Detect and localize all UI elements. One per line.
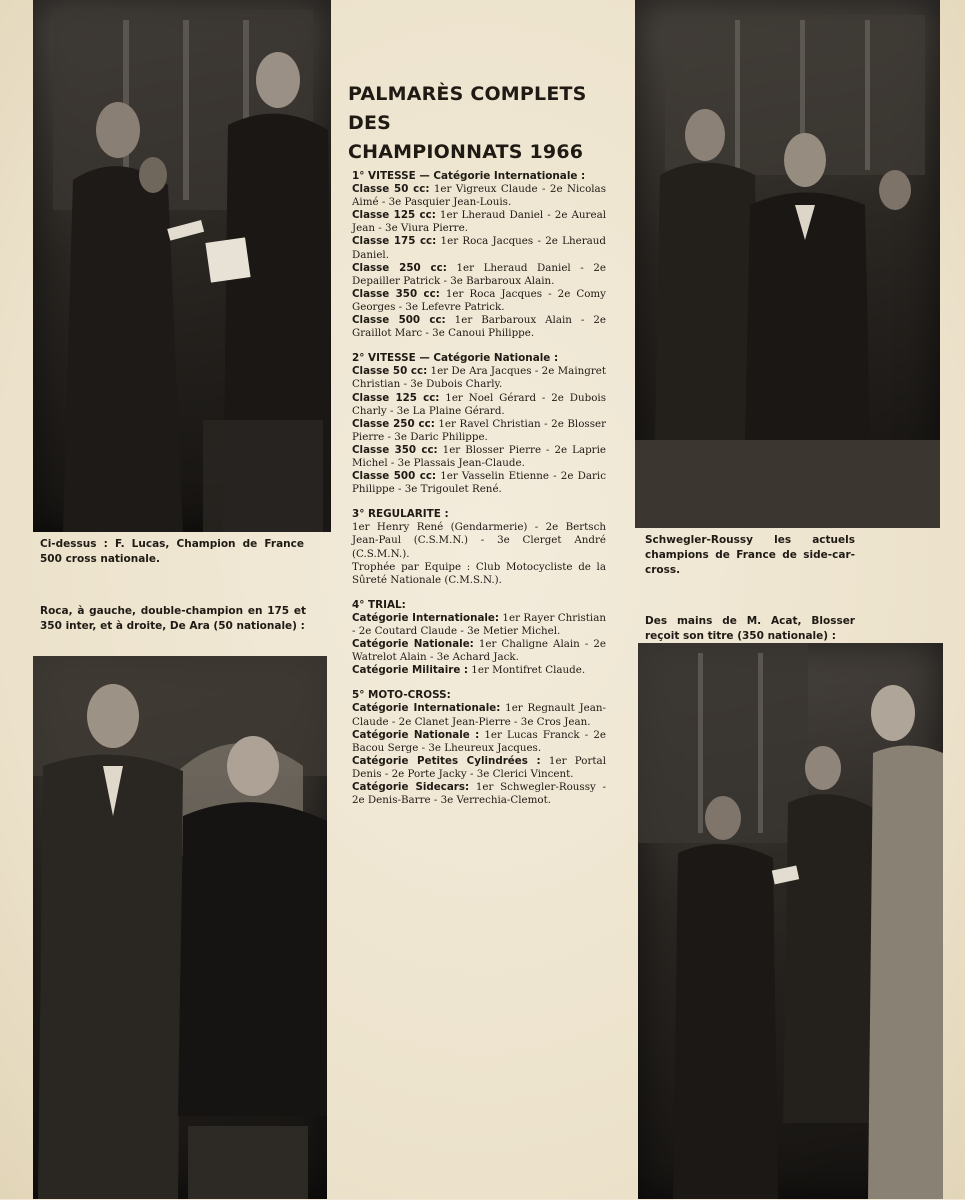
entry-label: Classe 500 cc:	[352, 314, 446, 327]
entry-label: Classe 50 cc:	[352, 183, 430, 196]
entry-text: 1er Lheraud Daniel - 2e Aureal Jean - 3e Viura Pierre.	[352, 209, 607, 235]
entry-text: 1er Ravel Christian - 2e Blosser Pierre - 3e Daric Philippe.	[352, 417, 606, 443]
entry-text: 1er Vasselin Etienne - 2e Daric Philippe - 3e Trigoulet René.	[352, 470, 606, 496]
entry-label: Catégorie Internationale:	[352, 702, 501, 715]
entry-label: Classe 350 cc:	[352, 287, 440, 300]
results-section	[352, 352, 606, 496]
result-entry	[352, 209, 606, 235]
result-entry	[352, 444, 606, 470]
results-section	[352, 689, 606, 807]
entry-text: 1er Barbaroux Alain - 2e Graillot Marc - 3e Canoui Philippe.	[352, 314, 606, 340]
entry-label: Classe 50 cc:	[352, 365, 428, 378]
entry-text: 1er Blosser Pierre - 2e Laprie Michel - 3e Plassais Jean-Claude.	[352, 443, 606, 469]
results-column	[352, 170, 606, 1200]
photo-roca-illustration	[33, 656, 327, 1199]
section-title: 3° REGULARITE :	[352, 508, 449, 521]
caption-lucas	[40, 537, 304, 567]
entry-label: Classe 125 cc:	[352, 209, 436, 222]
entry-label: Classe 125 cc:	[352, 391, 440, 404]
caption-lucas-name: F. Lucas,	[114, 538, 170, 550]
result-entry	[352, 183, 606, 209]
entry-label: Catégorie Sidecars:	[352, 781, 470, 794]
entry-text: 1er De Ara Jacques - 2e Maingret Christian - 3e Dubois Charly.	[352, 365, 606, 391]
section-title: 1° VITESSE — Catégorie Internationale :	[352, 170, 586, 182]
caption-blosser	[645, 614, 855, 644]
results-section	[352, 508, 606, 587]
entry-label: Catégorie Nationale :	[352, 728, 480, 741]
result-entry	[352, 755, 606, 781]
result-entry	[352, 729, 606, 755]
results-section	[352, 170, 606, 340]
caption-blosser-text: Des mains de M. Acat, Blosser reçoit son titre (350 nationale) :	[645, 615, 855, 642]
result-entry	[352, 288, 606, 314]
entry-label: Catégorie Nationale:	[352, 638, 474, 651]
section-title: 5° MOTO-CROSS:	[352, 689, 451, 702]
photo-schwegler-illustration	[635, 0, 940, 528]
entry-text: 1er Portal Denis - 2e Porte Jacky - 3e Clerici Vincent.	[352, 754, 606, 780]
entry-text: 1er Lucas Franck - 2e Bacou Serge - 3e Lheureux Jacques.	[352, 728, 606, 754]
entry-text: 1er Roca Jacques - 2e Lheraud Daniel.	[352, 235, 606, 261]
title-line-1: PALMARÈS COMPLETS	[348, 83, 587, 105]
photo-roca-de-ara	[33, 656, 327, 1199]
entry-label: Catégorie Petites Cylindrées :	[352, 754, 541, 767]
result-entry	[352, 365, 606, 391]
entry-text: 1er Vigreux Claude - 2e Nicolas Aimé - 3e Pasquier Jean-Louis.	[352, 183, 606, 209]
title-line-3: CHAMPIONNATS 1966	[348, 141, 584, 163]
result-entry	[352, 392, 606, 418]
section-title: 4° TRIAL:	[352, 598, 406, 611]
entry-label: Classe 500 cc:	[352, 470, 437, 483]
caption-schwegler-text: Schwegler-Roussy les actuels champions de France de side-car-cross.	[645, 534, 855, 576]
caption-schwegler	[645, 533, 855, 578]
result-entry	[352, 664, 606, 677]
title-line-2: DES	[348, 112, 392, 134]
entry-text: 1er Roca Jacques - 2e Comy Georges - 3e Lefevre Patrick.	[352, 287, 606, 313]
result-entry	[352, 561, 606, 587]
photo-lucas-award	[33, 0, 331, 532]
result-entry	[352, 521, 606, 560]
entry-text: 1er Regnault Jean-Claude - 2e Clanet Jean-Pierre - 3e Cros Jean.	[352, 702, 606, 728]
entry-text: 1er Lheraud Daniel - 2e Depailler Patrick - 3e Barbaroux Alain.	[352, 261, 606, 287]
entry-label: Catégorie Internationale:	[352, 611, 500, 624]
entry-text: 1er Schwegler-Roussy - 2e Denis-Barre - 3e Verrechia-Clemot.	[352, 781, 606, 807]
entry-label: Classe 250 cc:	[352, 261, 447, 274]
photo-lucas-illustration	[33, 0, 331, 532]
result-entry	[352, 612, 606, 638]
caption-roca-text: Roca, à gauche, double-champion en 175 et 350 inter, et à droite, De Ara (50 nationale) :	[40, 605, 306, 632]
photo-blosser-illustration	[638, 643, 943, 1199]
entry-text: 1er Noel Gérard - 2e Dubois Charly - 3e La Plaine Gérard.	[352, 391, 607, 417]
entry-label: Classe 350 cc:	[352, 443, 438, 456]
result-entry	[352, 418, 606, 444]
caption-lucas-prefix: Ci-dessus :	[40, 538, 115, 550]
result-entry	[352, 470, 606, 496]
entry-label: Classe 175 cc:	[352, 235, 437, 248]
caption-lucas-rest: Champion de France 500 cross nationale.	[40, 538, 304, 565]
result-entry	[352, 781, 606, 807]
entry-text: 1er Rayer Christian - 2e Coutard Claude - 3e Metier Michel.	[352, 611, 606, 637]
entry-label: Catégorie Militaire :	[352, 664, 469, 677]
result-entry	[352, 235, 606, 261]
caption-roca	[40, 604, 306, 634]
results-section	[352, 599, 606, 678]
result-entry	[352, 314, 606, 340]
section-title: 2° VITESSE — Catégorie Nationale :	[352, 352, 559, 365]
entry-label: Classe 250 cc:	[352, 417, 435, 430]
entry-text: Trophée par Equipe : Club Motocycliste de la Sûreté Nationale (C.M.S.N.).	[352, 560, 606, 586]
photo-blosser-award	[638, 643, 943, 1199]
entry-text: 1er Henry René (Gendarmerie) - 2e Bertsch Jean-Paul (C.S.M.N.) - 3e Clerget André (C.S.M.N.).	[352, 521, 606, 560]
result-entry	[352, 262, 606, 288]
entry-text: 1er Chaligne Alain - 2e Watrelot Alain - 3e Achard Jack.	[352, 638, 606, 664]
entry-text: 1er Montifret Claude.	[468, 664, 586, 677]
page-title	[348, 80, 608, 167]
photo-schwegler-roussy	[635, 0, 940, 528]
result-entry	[352, 638, 606, 664]
result-entry	[352, 702, 606, 728]
